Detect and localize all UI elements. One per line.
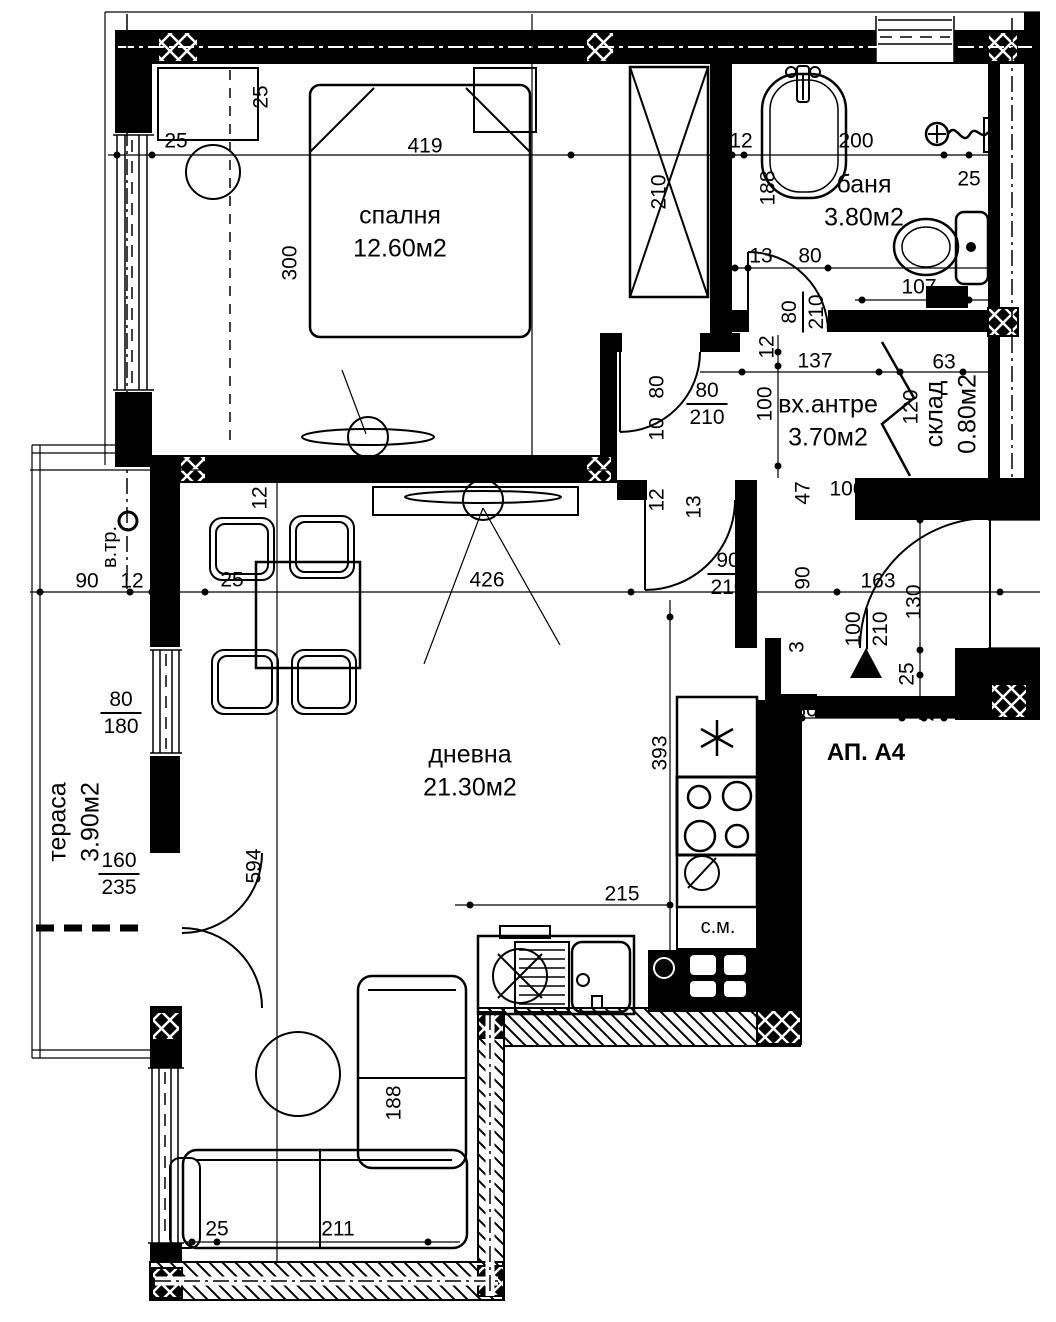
dimension-label: 594 (242, 848, 266, 884)
dimension-label: 12 (733, 592, 757, 616)
dimension-label: 426 (469, 568, 505, 592)
dimension-label: 12 (645, 488, 669, 512)
dimension-label: 22 (915, 698, 939, 722)
fraction-denominator: 180 (103, 715, 139, 738)
dimension-label: 137 (797, 349, 833, 373)
dimension-label: 300 (278, 245, 302, 281)
dimension-label (98, 850, 139, 898)
dimension-label: 25 (249, 85, 273, 109)
dimension-label: 419 (407, 134, 443, 158)
fraction-denominator: 210 (805, 294, 828, 330)
room-name: вх.антре (778, 390, 878, 419)
room-label (353, 200, 447, 265)
dimension-label (843, 608, 891, 649)
room-label (824, 169, 904, 234)
dimension-label: 47 (791, 481, 815, 505)
dimension-label: 215 (604, 882, 640, 906)
room-label (423, 739, 517, 804)
dimension-label (707, 550, 748, 598)
room-area: 3.70м2 (788, 423, 868, 451)
room-name: дневна (428, 740, 512, 769)
dimension-label: 12 (248, 486, 272, 510)
annotation-label: в.тр. (99, 525, 121, 569)
room-area: 21.30м2 (423, 773, 517, 801)
dimension-label (686, 380, 727, 428)
annotation-label: АП. А4 (826, 739, 906, 766)
dimension-label: 20 (947, 698, 971, 722)
dimension-label (779, 291, 827, 332)
dimension-label: 90 (75, 569, 99, 593)
dimension-label: 393 (648, 735, 672, 771)
dimension-label: 12 (120, 569, 144, 593)
room-label (42, 782, 107, 862)
dimension-label: 25 (164, 129, 188, 153)
dimension-label: 25 (205, 1217, 229, 1241)
dimension-label: 25 (957, 167, 981, 191)
dimension-label: 13 (749, 244, 773, 268)
dimension-label: 90 (791, 566, 815, 590)
room-area: 3.80м2 (824, 203, 904, 231)
dimension-label: 200 (838, 129, 874, 153)
fraction-numerator: 160 (98, 850, 139, 875)
dimension-label: 188 (756, 170, 780, 206)
dimension-label: 13 (682, 495, 706, 519)
fraction-numerator: 80 (100, 689, 141, 714)
dimension-label: 130 (902, 584, 926, 620)
room-area: 12.60м2 (353, 234, 447, 262)
room-label (778, 389, 878, 454)
dimension-label: 120 (899, 389, 923, 425)
fraction-denominator: 235 (101, 876, 137, 899)
dimension-label: 107 (901, 275, 937, 299)
dimension-label: 25 (220, 568, 244, 592)
fraction-denominator: 210 (869, 611, 892, 647)
fraction-numerator: 90 (707, 550, 748, 575)
dimension-label: 63 (932, 350, 956, 374)
dimension-label: 211 (321, 1217, 355, 1241)
dimension-label: 12 (729, 129, 753, 153)
fraction-numerator: 100 (843, 608, 868, 649)
room-name: баня (836, 170, 892, 199)
room-name: спалня (359, 201, 441, 230)
dimension-label: 80 (798, 244, 822, 268)
fraction-denominator: 210 (689, 406, 725, 429)
fraction-numerator: 80 (779, 291, 804, 332)
room-area: 3.90м2 (76, 782, 104, 862)
dimension-label: 163 (860, 569, 896, 593)
room-name: тераса (43, 782, 72, 862)
dimension-label: 100 (753, 386, 777, 422)
dimension-label: 30 (794, 698, 818, 722)
dimension-label: 210 (647, 174, 671, 210)
fraction-numerator: 80 (686, 380, 727, 405)
room-label (919, 374, 984, 454)
room-name: склад (920, 380, 949, 448)
dimension-label: 3 (785, 641, 809, 653)
dimension-label: 188 (382, 1085, 406, 1121)
room-area: 0.80м2 (953, 374, 981, 454)
dimension-label: 12 (755, 335, 779, 359)
dimension-label (100, 689, 141, 737)
dimension-label: 100 (879, 698, 915, 722)
dimension-label: 100 (829, 477, 865, 501)
dimension-label: 10 (645, 417, 669, 441)
dimension-label: 80 (645, 375, 669, 399)
dimension-label: 25 (895, 662, 919, 686)
annotation-label: с.м. (700, 916, 736, 938)
fraction-denominator: 210 (710, 576, 746, 599)
